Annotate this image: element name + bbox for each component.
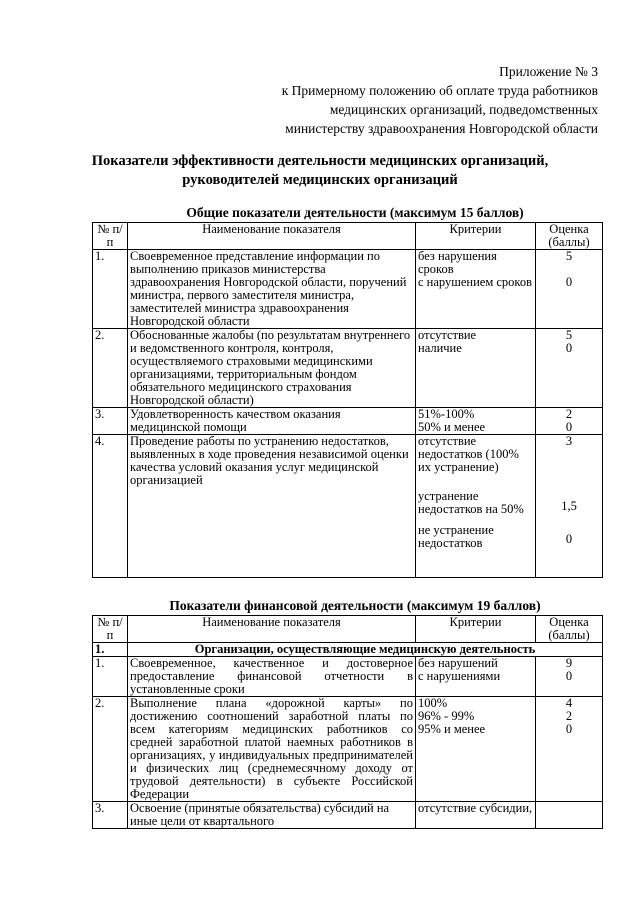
criterion: с нарушениями <box>418 669 501 683</box>
row-scores <box>536 697 603 802</box>
score-value: 1,5 <box>561 499 577 513</box>
score-value: 5 <box>565 328 573 342</box>
document-title <box>0 152 640 190</box>
row-scores <box>536 802 603 829</box>
row-indicator: Своевременное представление информации по выполнению приказов министерства здравоохранения Новгородской области, поручений министра, первого заместителя министра, заместителей министра здравоохранения Новгородской области <box>128 250 416 329</box>
criterion: отсутствие <box>418 328 477 342</box>
row-criteria <box>416 435 536 578</box>
score-value: 0 <box>565 275 573 289</box>
row-scores <box>536 408 603 435</box>
score-value: 4 <box>565 696 573 710</box>
criterion: наличие <box>418 341 462 355</box>
table-row <box>93 435 603 578</box>
table-row <box>93 408 603 435</box>
row-criteria <box>416 408 536 435</box>
title-line: руководителей медицинских организаций <box>182 172 458 188</box>
financial-indicators-table <box>92 615 603 829</box>
row-criteria <box>416 250 536 329</box>
criterion: с нарушением сроков <box>418 275 533 289</box>
criterion: 50% и менее <box>418 420 486 434</box>
row-indicator: Удовлетворенность качеством оказания медицинской помощи <box>128 408 416 435</box>
criterion: 95% и менее <box>418 722 486 736</box>
row-num: 3. <box>93 802 128 829</box>
row-criteria <box>416 657 536 697</box>
table-header-row <box>93 616 603 643</box>
appendix-number: Приложение № 3 <box>499 64 598 79</box>
section-label: Организации, осуществляющие медицинскую деятельность <box>128 643 603 657</box>
row-indicator: Своевременное, качественное и достоверное предоставление финансовой отчетности в установленные сроки <box>128 657 416 697</box>
row-scores <box>536 329 603 408</box>
score-value: 3 <box>565 434 573 448</box>
criterion: без нарушений <box>418 656 498 670</box>
score-value: 0 <box>565 669 573 683</box>
row-num: 3. <box>93 408 128 435</box>
general-section-heading: Общие показатели деятельности (максимум 15 баллов) <box>186 205 524 220</box>
criterion: без нарушения сроков <box>418 249 497 276</box>
row-scores <box>536 250 603 329</box>
row-num: 2. <box>93 329 128 408</box>
criterion: 96% - 99% <box>418 709 475 723</box>
section-row <box>93 643 603 657</box>
table-header-row <box>93 223 603 250</box>
table-row <box>93 329 603 408</box>
col-header-num: № п/п <box>93 616 128 643</box>
col-header-criteria: Критерии <box>416 616 536 643</box>
title-line: Показатели эффективности деятельности медицинских организаций, <box>91 153 549 169</box>
general-indicators-table <box>92 222 603 578</box>
financial-section-heading: Показатели финансовой деятельности (максимум 19 баллов) <box>169 598 541 613</box>
row-indicator: Освоение (принятые обязательства) субсидий на иные цели от квартального <box>128 802 416 829</box>
table-row <box>93 802 603 829</box>
score-value: 0 <box>565 722 573 736</box>
appendix-header <box>282 62 598 138</box>
row-indicator: Выполнение плана «дорожной карты» по достижению соотношений заработной платы по всем категориям медицинских работников со средней заработной платой наемных работников в организациях, у индивидуальных предпринимателей и физических лиц (среднемесячному доходу от трудовой деятельности) в субъекте Российской Федерации <box>128 697 416 802</box>
row-scores <box>536 657 603 697</box>
col-header-num: № п/п <box>93 223 128 250</box>
score-value: 0 <box>565 341 573 355</box>
appendix-line: медицинских организаций, подведомственных <box>329 102 598 117</box>
criterion: не устранение недостатков <box>418 523 494 550</box>
section-num: 1. <box>93 643 128 657</box>
table-row <box>93 697 603 802</box>
score-value: 2 <box>565 407 573 421</box>
appendix-line: министерству здравоохранения Новгородской области <box>285 121 598 136</box>
row-num: 1. <box>93 657 128 697</box>
criterion: отсутствие недостатков (100% их устранение) <box>418 434 519 474</box>
col-header-score: Оценка (баллы) <box>536 616 603 643</box>
row-criteria <box>416 329 536 408</box>
score-value: 5 <box>565 249 573 263</box>
criterion: 51%-100% <box>418 407 475 421</box>
row-indicator: Проведение работы по устранению недостатков, выявленных в ходе проведения независимой оценки качества условий оказания услуг медицинской организацией <box>128 435 416 578</box>
criterion: 100% <box>418 696 448 710</box>
row-num: 1. <box>93 250 128 329</box>
table-row <box>93 657 603 697</box>
col-header-score: Оценка (баллы) <box>536 223 603 250</box>
score-value: 0 <box>565 532 573 546</box>
row-num: 4. <box>93 435 128 578</box>
score-value: 9 <box>565 656 573 670</box>
score-value: 2 <box>565 709 573 723</box>
row-indicator: Обоснованные жалобы (по результатам внутреннего и ведомственного контроля, контроля, осуществляемого страховыми медицинскими организациями, территориальным фондом обязательного медицинского страхования Новгородской области) <box>128 329 416 408</box>
row-num: 2. <box>93 697 128 802</box>
col-header-name: Наименование показателя <box>128 223 416 250</box>
row-scores <box>536 435 603 578</box>
criterion: устранение недостатков на 50% <box>418 489 524 516</box>
appendix-line: к Примерному положению об оплате труда работников <box>281 83 598 98</box>
col-header-criteria: Критерии <box>416 223 536 250</box>
row-criteria: отсутствие субсидии, <box>416 802 536 829</box>
table-row <box>93 250 603 329</box>
col-header-name: Наименование показателя <box>128 616 416 643</box>
score-value: 0 <box>565 420 573 434</box>
row-criteria <box>416 697 536 802</box>
